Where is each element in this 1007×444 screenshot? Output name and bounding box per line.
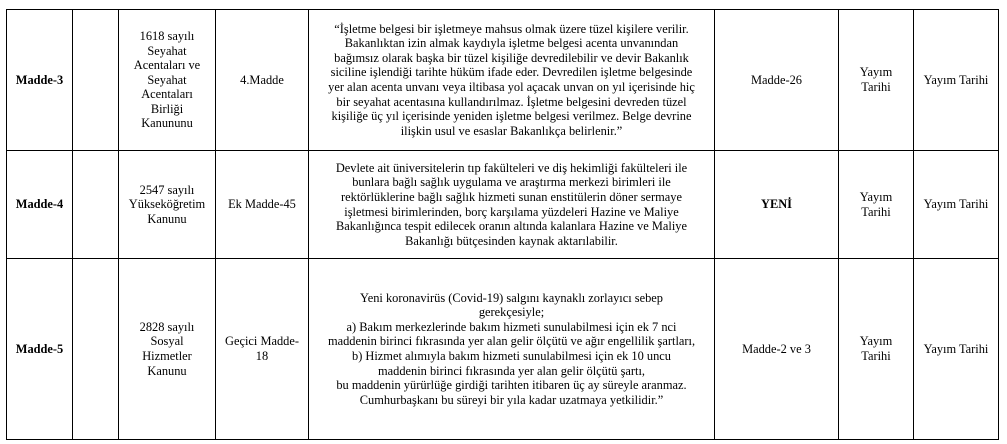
law-name-cell: 2547 sayılı Yükseköğretim Kanunu (119, 151, 216, 259)
table-row (7, 151, 999, 259)
effective-date-cell: Yayım Tarihi (839, 151, 914, 259)
change-article-cell: Madde-26 (715, 10, 839, 151)
blank-cell (73, 10, 119, 151)
article-text-cell: Yeni koronavirüs (Covid-19) salgını kaynaklı zorlayıcı sebep gerekçesiyle; a) Bakım merkezlerinde bakım hizmeti sunulabilmesi için ek 7 nci maddenin birinci fıkrasında yer alan gelir ölçütü ve ağır engellilik şartları, b) Hizmet alımıyla bakım hizmeti sunulabilmesi için ek 10 uncu maddenin birinci fıkrasında yer alan gelir ölçütü şartı, bu maddenin yürürlüğe girdiği tarihten itibaren üç ay süreyle aranmaz. Cumhurbaşkanı bu süreyi bir yıla kadar uzatmaya yetkilidir.” (309, 259, 715, 440)
publication-date-cell: Yayım Tarihi (914, 259, 999, 440)
madde-number-cell: Madde-3 (7, 10, 73, 151)
table-row (7, 10, 999, 151)
publication-date-cell: Yayım Tarihi (914, 10, 999, 151)
effective-date-cell: Yayım Tarihi (839, 10, 914, 151)
table-row (7, 259, 999, 440)
change-article-cell: Madde-2 ve 3 (715, 259, 839, 440)
publication-date-cell: Yayım Tarihi (914, 151, 999, 259)
blank-cell (73, 259, 119, 440)
law-amendment-table (6, 9, 999, 440)
madde-number-cell: Madde-4 (7, 151, 73, 259)
blank-cell (73, 151, 119, 259)
effective-date-cell: Yayım Tarihi (839, 259, 914, 440)
article-cell: 4.Madde (216, 10, 309, 151)
change-article-cell: YENİ (715, 151, 839, 259)
law-name-cell: 1618 sayılı Seyahat Acentaları ve Seyahat Acentaları Birliği Kanununu (119, 10, 216, 151)
article-cell: Geçici Madde- 18 (216, 259, 309, 440)
madde-number-cell: Madde-5 (7, 259, 73, 440)
article-text-cell: “İşletme belgesi bir işletmeye mahsus olmak üzere tüzel kişilere verilir. Bakanlıktan izin almak kaydıyla işletme belgesi acenta unvanından bağımsız olarak başka bir tüzel kişiliğe devredilebilir ve devir Bakanlık siciline işlendiği tarihte hüküm ifade eder. Devredilen işletme belgesinde yer alan acenta unvanı veya iltibasa yol açacak unvan on yıl içerisinde hiç bir seyahat acentasına kullandırılmaz. İşletme belgesini devreden tüzel kişiliğe üç yıl içerisinde yeniden işletme belgesi verilmez. Belge devrine ilişkin usul ve esaslar Bakanlıkça belirlenir.” (309, 10, 715, 151)
article-text-cell: Devlete ait üniversitelerin tıp fakülteleri ve diş hekimliği fakülteleri ile bunlara bağlı sağlık uygulama ve araştırma merkezi birimleri ile rektörlüklerine bağlı sağlık hizmeti sunan enstitülerin döner sermaye işletmesi birimlerinden, borç karşılama yüzdeleri Hazine ve Maliye Bakanlığınca tespit edilecek oranın altında kalanlara Hazine ve Maliye Bakanlığı bütçesinden kaynak aktarılabilir. (309, 151, 715, 259)
law-name-cell: 2828 sayılı Sosyal Hizmetler Kanunu (119, 259, 216, 440)
article-cell: Ek Madde-45 (216, 151, 309, 259)
